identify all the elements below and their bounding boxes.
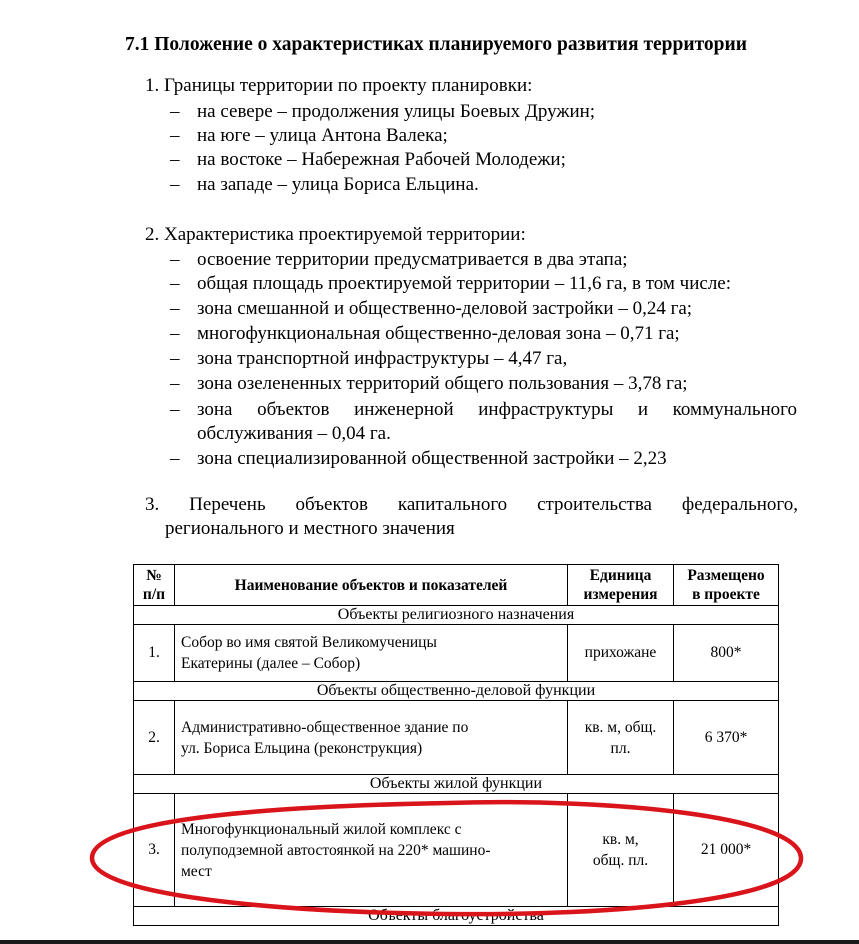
dash: –	[170, 249, 180, 270]
dash: –	[170, 348, 180, 369]
header-unit: Единица измерения	[568, 565, 674, 606]
list-item: зона специализированной общественной застройки – 2,23	[197, 448, 667, 469]
item3-line2: регионального и местного значения	[165, 518, 455, 539]
row-value: 800*	[674, 625, 779, 682]
list-item: на юге – улица Антона Валека;	[197, 125, 448, 146]
bottom-border	[0, 940, 859, 944]
dash: –	[170, 149, 180, 170]
row-unit: кв. м, общ. пл.	[568, 701, 674, 775]
table-header-row	[134, 565, 779, 606]
row-unit: кв. м, общ. пл.	[568, 794, 674, 907]
table-row	[134, 625, 779, 682]
dash: –	[170, 399, 180, 420]
objects-table	[133, 564, 779, 926]
dash: –	[170, 101, 180, 122]
row-name: Собор во имя святой Великомученицы Екатерины (далее – Собор)	[175, 625, 568, 682]
dash: –	[170, 273, 180, 294]
group-row: Объекты религиозного назначения	[134, 606, 779, 625]
table-row	[134, 794, 779, 907]
row-unit: прихожане	[568, 625, 674, 682]
group-row: Объекты общественно-деловой функции	[134, 682, 779, 701]
table-row	[134, 701, 779, 775]
dash: –	[170, 323, 180, 344]
dash: –	[170, 298, 180, 319]
list-item: зона озелененных территорий общего пользования – 3,78 га;	[197, 373, 688, 394]
item3-line1: 3. Перечень объектов капитального строительства федерального,	[145, 494, 798, 515]
list-item: освоение территории предусматривается в два этапа;	[197, 249, 628, 270]
list-item: общая площадь проектируемой территории – 11,6 га, в том числе:	[197, 273, 732, 294]
header-placed: Размещено в проекте	[674, 565, 779, 606]
list-item: на севере – продолжения улицы Боевых Дружин;	[197, 101, 596, 122]
dash: –	[170, 125, 180, 146]
group-row: Объекты благоустройства	[134, 907, 779, 926]
group-row: Объекты жилой функции	[134, 775, 779, 794]
row-value: 21 000*	[674, 794, 779, 907]
dash: –	[170, 448, 180, 469]
header-num: № п/п	[134, 565, 175, 606]
row-name: Многофункциональный жилой комплекс с полуподземной автостоянкой на 220* машино- мест	[175, 794, 568, 907]
dash: –	[170, 174, 180, 195]
row-num: 1.	[134, 625, 175, 682]
dash: –	[170, 373, 180, 394]
list-item: зона транспортной инфраструктуры – 4,47 га,	[197, 348, 568, 369]
list-item: зона смешанной и общественно-деловой застройки – 0,24 га;	[197, 298, 693, 319]
row-name: Административно-общественное здание по ул. Бориса Ельцина (реконструкция)	[175, 701, 568, 775]
list-item-continuation: обслуживания – 0,04 га.	[197, 423, 391, 444]
list-item: на востоке – Набережная Рабочей Молодежи;	[197, 149, 566, 170]
item2-title: 2. Характеристика проектируемой территории:	[145, 224, 526, 245]
list-item: на западе – улица Бориса Ельцина.	[197, 174, 479, 195]
row-num: 2.	[134, 701, 175, 775]
section-title: 7.1 Положение о характеристиках планируемого развития территории	[125, 34, 747, 55]
list-item: зона объектов инженерной инфраструктуры и коммунального	[197, 399, 797, 420]
list-item: многофункциональная общественно-деловая зона – 0,71 га;	[197, 323, 680, 344]
row-value: 6 370*	[674, 701, 779, 775]
item1-title: 1. Границы территории по проекту планировки:	[145, 75, 533, 96]
header-name: Наименование объектов и показателей	[175, 565, 568, 606]
row-num: 3.	[134, 794, 175, 907]
